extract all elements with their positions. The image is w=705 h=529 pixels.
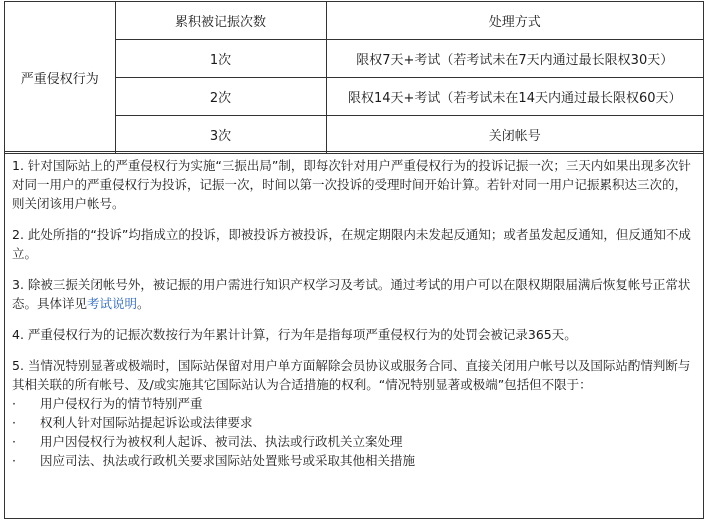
note-3-suffix: 。 (137, 296, 150, 311)
note-3 (12, 275, 695, 313)
table-header-row (5, 2, 703, 40)
row-count: 2次 (115, 78, 326, 116)
note-1: 1. 针对国际站上的严重侵权行为实施“三振出局”制，即每次针对用户严重侵权行为的投诉记振一次；三天内如果出现多次针对同一用户的严重侵权行为投诉，记振一次，时间以第一次投诉的受理时间开始计算。若针对同一用户记振累积达三次的，则关闭该用户帐号。 (12, 158, 691, 211)
policy-frame (4, 1, 704, 519)
note-4: 4. 严重侵权行为的记振次数按行为年累计计算，行为年是指每项严重侵权行为的处罚会被记录365天。 (12, 327, 577, 342)
header-blank-cell: 严重侵权行为 (5, 2, 115, 154)
note-5-bullets (12, 394, 695, 470)
note-5: 5. 当情况特别显著或极端时，国际站保留对用户单方面解除会员协议或服务合同、直接关闭用户帐号以及国际站酌情判断与其相关联的所有帐号、及/或实施其它国际站认为合适措施的权利。“情况特别显著或极端”包括但不限于： (12, 358, 691, 392)
note-3-text: 3. 除被三振关闭帐号外，被记振的用户需进行知识产权学习及考试。通过考试的用户可以在限权期限届满后恢复帐号正常状态。具体详见 (12, 277, 691, 311)
row-action: 关闭帐号 (326, 116, 703, 154)
row-action: 限权7天+考试（若考试未在7天内通过最长限权30天） (326, 40, 703, 78)
penalty-table (5, 2, 703, 154)
list-item: · 因应司法、执法或行政机关要求国际站处置账号或采取其他相关措施 (12, 451, 695, 470)
header-count: 累积被记振次数 (115, 2, 326, 40)
row-count: 3次 (115, 116, 326, 154)
list-item: · 权利人针对国际站提起诉讼或法律要求 (12, 413, 695, 432)
row-action: 限权14天+考试（若考试未在14天内通过最长限权60天） (326, 78, 703, 116)
list-item: · 用户因侵权行为被权利人起诉、被司法、执法或行政机关立案处理 (12, 432, 695, 451)
row-count: 1次 (115, 40, 326, 78)
exam-info-link[interactable]: 考试说明 (87, 296, 138, 311)
list-item: · 用户侵权行为的情节特别严重 (12, 394, 695, 413)
note-2: 2. 此处所指的“投诉”均指成立的投诉，即被投诉方被投诉，在规定期限内未发起反通知；或者虽发起反通知，但反通知不成立。 (12, 227, 691, 261)
notes-section (5, 151, 703, 470)
header-action: 处理方式 (326, 2, 703, 40)
